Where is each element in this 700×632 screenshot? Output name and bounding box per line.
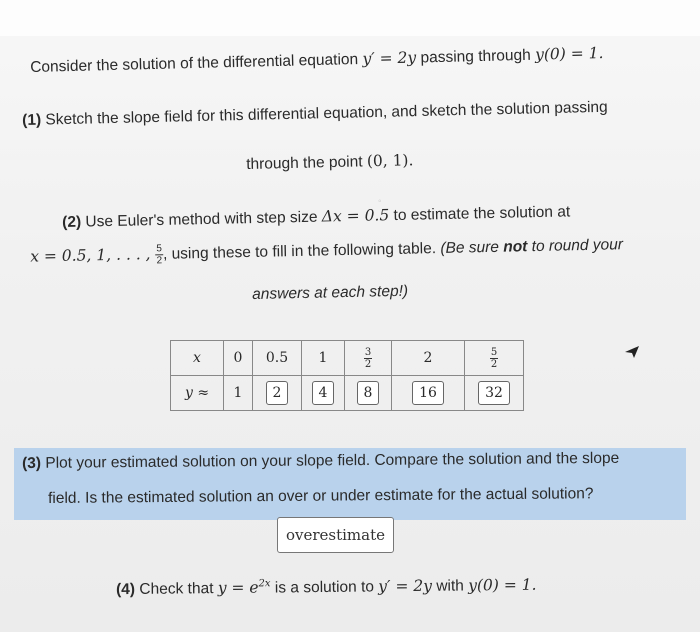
part3-text-a: Plot your estimated solution on your slope field. Compare the solution and the slope bbox=[40, 449, 620, 472]
intro-prefix: Consider the solution of the differential equation bbox=[30, 50, 363, 76]
table-y-2 bbox=[302, 376, 345, 411]
part2-line-a bbox=[62, 202, 570, 232]
table-y-4 bbox=[392, 376, 465, 411]
table-x-0: 0 bbox=[224, 341, 253, 376]
mouse-pointer-icon bbox=[624, 345, 640, 364]
table-y-5 bbox=[465, 376, 524, 411]
part1-line-a bbox=[22, 99, 608, 130]
part3-answer-input[interactable]: overestimate bbox=[277, 517, 394, 553]
part4-line bbox=[116, 576, 537, 600]
part4-label: (4) bbox=[116, 580, 136, 599]
table-x-3 bbox=[345, 341, 392, 376]
fraction-denominator: 2 bbox=[156, 255, 163, 267]
intro-equation: y′ = 2y bbox=[362, 48, 417, 68]
part2-label: (2) bbox=[62, 213, 82, 231]
table-row-y bbox=[171, 376, 524, 411]
part4-text-b: is a solution to bbox=[270, 578, 379, 597]
part2-step-size: Δx = 0.5 bbox=[321, 206, 390, 226]
y-input-2[interactable]: 4 bbox=[312, 381, 335, 405]
part4-initial-condition: y(0) = 1. bbox=[468, 575, 537, 595]
intro-middle: passing through bbox=[415, 46, 536, 67]
fraction-numerator: 5 bbox=[490, 346, 498, 358]
y-input-4[interactable]: 16 bbox=[412, 381, 444, 405]
part2-text-b: , using these to fill in the following table. bbox=[162, 240, 441, 263]
intro-sentence bbox=[30, 44, 604, 77]
table-x-2: 1 bbox=[302, 341, 345, 376]
part4-function bbox=[218, 579, 271, 598]
table-x-5 bbox=[465, 341, 524, 376]
table-y-3 bbox=[345, 376, 392, 411]
part3-text-b: field. Is the estimated solution an over or under estimate for the actual solution? bbox=[48, 485, 594, 507]
y-input-5[interactable]: 32 bbox=[478, 381, 510, 405]
intro-initial-condition: y(0) = 1. bbox=[534, 43, 604, 64]
table-x-3-fraction bbox=[364, 347, 372, 370]
part1-line-b bbox=[246, 151, 414, 174]
part2-note-a: (Be sure bbox=[440, 238, 504, 257]
table-header-y: y ≈ bbox=[171, 376, 224, 411]
part2-line-c bbox=[252, 283, 408, 304]
table-y-0: 1 bbox=[224, 376, 253, 411]
part3-label: (3) bbox=[22, 454, 42, 472]
smudge-mark: ◦ bbox=[378, 196, 382, 207]
part2-x-values: x = 0.5, 1, . . . , bbox=[30, 244, 156, 266]
part1-point: (0, 1). bbox=[366, 151, 414, 171]
fraction-numerator: 3 bbox=[364, 346, 372, 358]
table-x-5-fraction bbox=[490, 347, 498, 370]
part1-label: (1) bbox=[22, 111, 42, 129]
part1-text-b: through the point bbox=[246, 153, 368, 173]
table-y-1 bbox=[253, 376, 302, 411]
euler-table bbox=[170, 340, 524, 411]
y-input-1[interactable]: 2 bbox=[266, 381, 289, 405]
part2-text-a: Use Euler's method with step size bbox=[80, 208, 323, 231]
table-x-4: 2 bbox=[392, 341, 465, 376]
part4-text-a: Check that bbox=[134, 580, 218, 598]
part2-note-c: answers at each step!) bbox=[252, 282, 409, 303]
part4-equation: y′ = 2y bbox=[378, 576, 433, 596]
fraction-denominator: 2 bbox=[490, 358, 498, 370]
table-x-1: 0.5 bbox=[253, 341, 302, 376]
part4-text-c: with bbox=[431, 577, 469, 595]
part1-text-a: Sketch the slope field for this differential equation, and sketch the solution passing bbox=[40, 98, 608, 129]
part4-function-base: y = e bbox=[217, 578, 259, 598]
table-row-x bbox=[171, 341, 524, 376]
top-band bbox=[0, 0, 700, 36]
fraction-denominator: 2 bbox=[364, 358, 372, 370]
part2-text-a-end: to estimate the solution at bbox=[389, 203, 571, 225]
part2-note-not: not bbox=[503, 238, 528, 256]
fraction-numerator: 5 bbox=[156, 243, 162, 255]
part2-note-b: to round your bbox=[527, 236, 624, 256]
y-input-3[interactable]: 8 bbox=[357, 381, 380, 405]
table-header-x: x bbox=[171, 341, 224, 376]
part2-line-b bbox=[30, 234, 623, 269]
part4-function-exponent: 2x bbox=[258, 578, 271, 590]
